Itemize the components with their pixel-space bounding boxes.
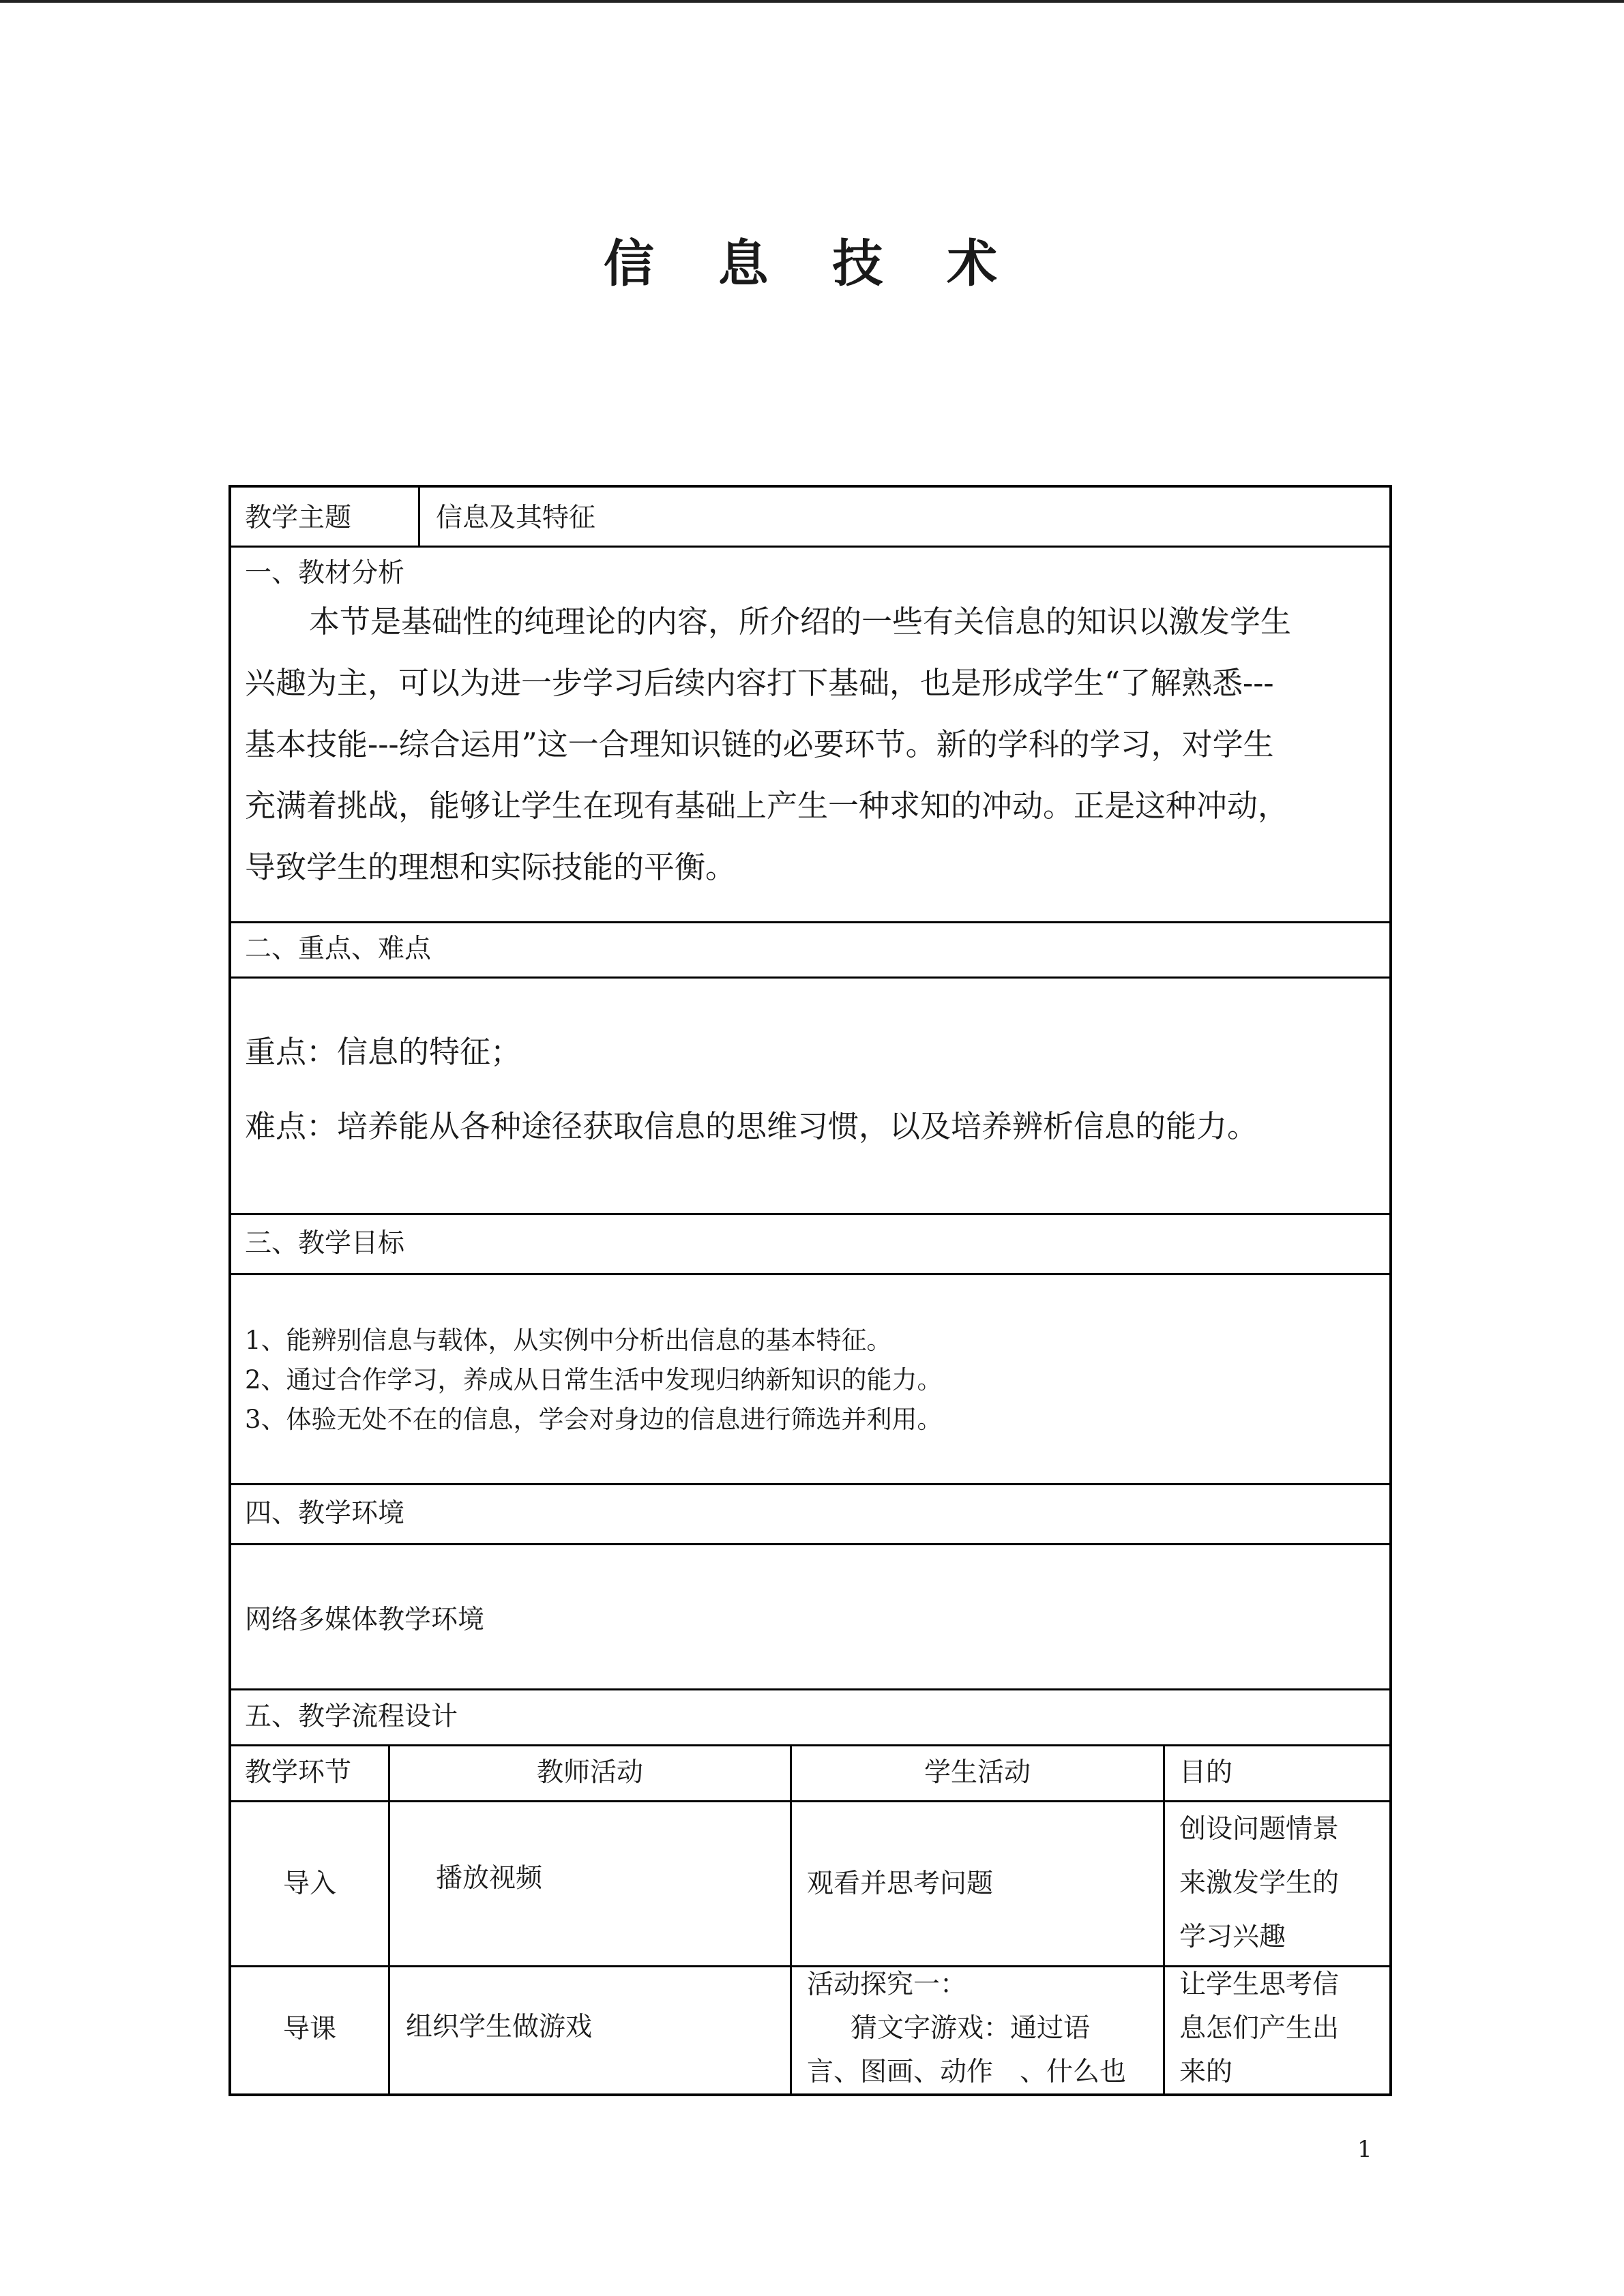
- objective-item: 1、能辨别信息与载体，从实例中分析出信息的基本特征。: [245, 1326, 892, 1355]
- row-divider: [231, 1273, 1389, 1275]
- column-divider: [388, 1744, 390, 2093]
- section-heading-textbook-analysis: 一、教材分析: [245, 558, 405, 588]
- paragraph-line: 基本技能---综合运用”这一合理知识链的必要环节。新的学科的学习，对学生: [245, 726, 1274, 762]
- flow-teacher-cell: 组织学生做游戏: [406, 2012, 593, 2042]
- column-divider: [1163, 1744, 1165, 2093]
- paragraph-line: 本节是基础性的纯理论的内容，所介绍的一些有关信息的知识以激发学生: [309, 603, 1292, 640]
- page-number: 1: [1357, 2136, 1372, 2163]
- paragraph-line: 兴趣为主，可以为进一步学习后续内容打下基础，也是形成学生“了解熟悉---: [245, 665, 1274, 701]
- flow-purpose-line: 让学生思考信: [1179, 1969, 1340, 2000]
- flow-stage-cell: 导课: [282, 2014, 336, 2044]
- flow-student-line: 猜文字游戏：通过语: [851, 2013, 1091, 2044]
- textbook-analysis-paragraph: [245, 591, 1377, 898]
- flow-stage-cell: 导入: [282, 1868, 336, 1899]
- flow-purpose-line: 来的: [1179, 2057, 1233, 2087]
- environment-text: 网络多媒体教学环境: [245, 1605, 485, 1635]
- column-divider: [418, 488, 420, 546]
- difficulty-text: 难点：培养能从各种途径获取信息的思维习惯，以及培养辨析信息的能力。: [245, 1108, 1258, 1144]
- flow-purpose-line: 来激发学生的: [1179, 1868, 1340, 1898]
- row-divider: [231, 1800, 1389, 1802]
- row-divider: [231, 1744, 1389, 1746]
- section-heading-objectives: 三、教学目标: [245, 1228, 405, 1259]
- column-header-purpose: 目的: [1179, 1757, 1233, 1788]
- flow-student-cell: 观看并思考问题: [807, 1868, 994, 1899]
- flow-purpose-line: 息怎们产生出: [1179, 2013, 1340, 2044]
- row-divider: [231, 1965, 1389, 1967]
- column-header-teacher: 教师活动: [536, 1757, 643, 1788]
- section-heading-flow-design: 五、教学流程设计: [245, 1701, 458, 1732]
- document-title: 信 息 技 术: [603, 235, 1021, 293]
- column-header-student: 学生活动: [924, 1757, 1031, 1788]
- flow-teacher-cell: 播放视频: [436, 1863, 543, 1894]
- row-divider: [231, 546, 1389, 548]
- column-divider: [790, 1744, 792, 2093]
- column-header-stage: 教学环节: [245, 1757, 352, 1788]
- objective-item: 2、通过合作学习，养成从日常生活中发现归纳新知识的能力。: [245, 1365, 943, 1395]
- section-heading-key-difficult: 二、重点、难点: [245, 934, 432, 964]
- lesson-plan-table: [228, 485, 1392, 2096]
- section-heading-environment: 四、教学环境: [245, 1498, 405, 1529]
- flow-purpose-line: 创设问题情景: [1179, 1814, 1340, 1845]
- row-divider: [231, 921, 1389, 923]
- objective-item: 3、体验无处不在的信息，学会对身边的信息进行筛选并利用。: [245, 1405, 943, 1434]
- row-divider: [231, 1213, 1389, 1215]
- topic-label: 教学主题: [245, 503, 352, 533]
- row-divider: [231, 1688, 1389, 1690]
- paragraph-line: 导致学生的理想和实际技能的平衡。: [245, 849, 737, 885]
- flow-purpose-line: 学习兴趣: [1179, 1922, 1286, 1952]
- flow-student-line: 活动探究一：: [807, 1969, 967, 2000]
- row-divider: [231, 1543, 1389, 1545]
- paragraph-line: 充满着挑战，能够让学生在现有基础上产生一种求知的冲动。正是这种冲动，: [245, 788, 1289, 824]
- key-point-text: 重点：信息的特征；: [245, 1034, 522, 1070]
- topic-value: 信息及其特征: [436, 503, 596, 533]
- row-divider: [231, 976, 1389, 979]
- row-divider: [231, 1483, 1389, 1485]
- flow-student-line: 言、图画、动作 、什么也: [807, 2057, 1127, 2087]
- top-border-line: [0, 0, 1624, 3]
